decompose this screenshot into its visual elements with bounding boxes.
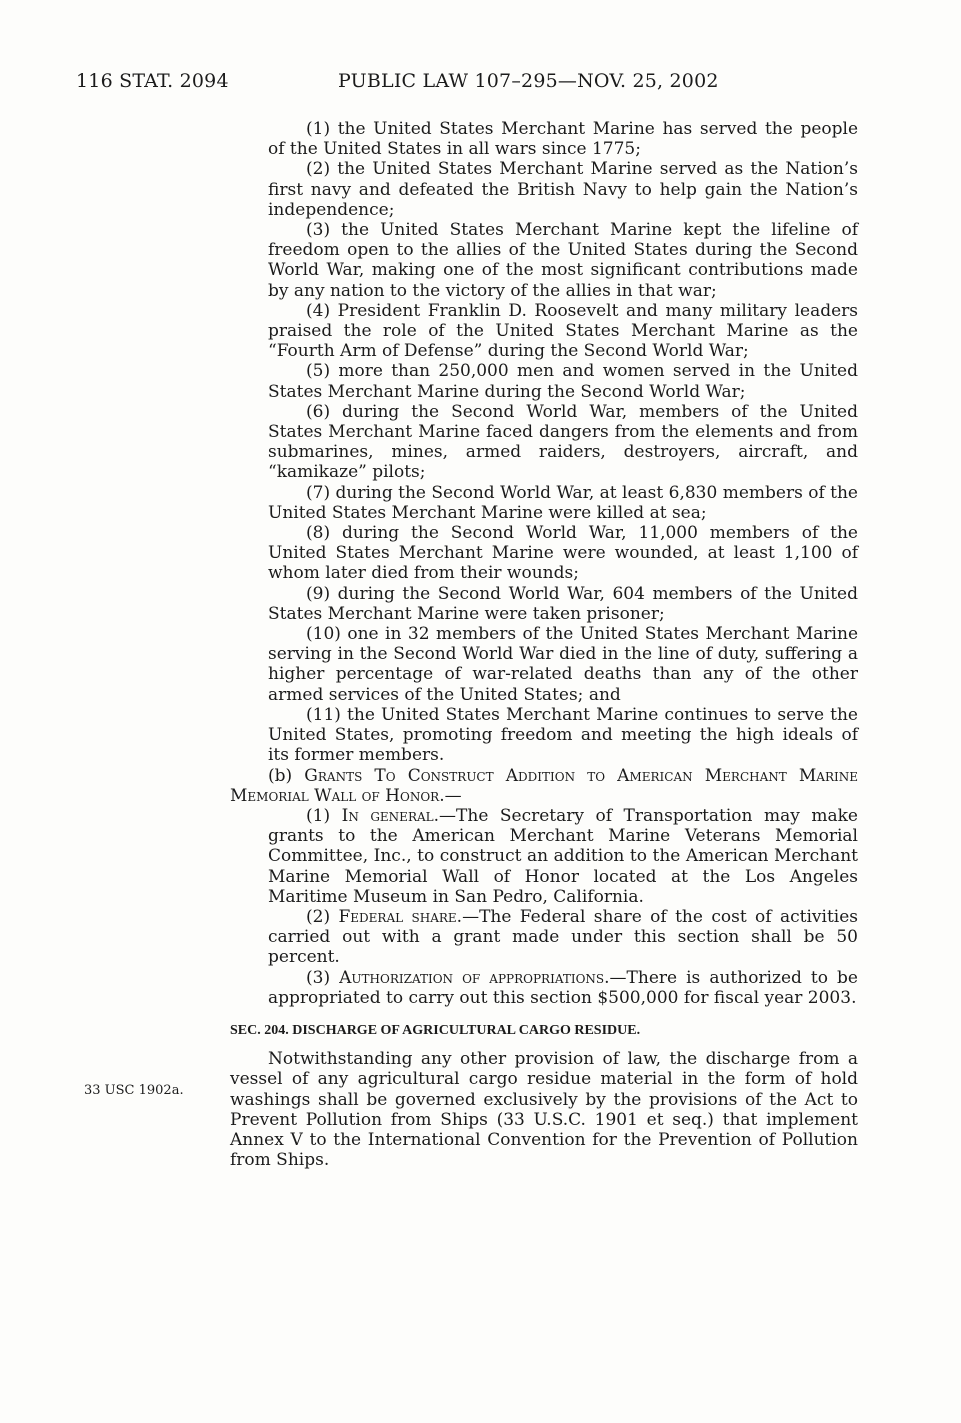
usc-margin-note: 33 USC 1902a.: [84, 1083, 184, 1098]
paragraph-heading: In general.: [341, 805, 440, 826]
running-head: [76, 70, 756, 92]
finding-1: (1) the United States Merchant Marine has served the people of the United States in all wars since 1775;: [268, 119, 858, 160]
section-204-heading: SEC. 204. DISCHARGE OF AGRICULTURAL CARGO RESIDUE.: [230, 1022, 641, 1038]
paragraph-text: —The Federal share of the cost of activities carried out with a grant made under this section shall be 50 percent.: [268, 906, 859, 968]
stat-page-number: 116 STAT. 2094: [76, 70, 229, 92]
paragraph-number: (2): [306, 906, 331, 927]
finding-5: (5) more than 250,000 men and women served in the United States Merchant Marine during the Second World War;: [268, 361, 858, 402]
paragraph-number: (1): [306, 805, 331, 826]
finding-3: (3) the United States Merchant Marine kept the lifeline of freedom open to the allies of the United States during the Second World War, making one of the most significant contributions made by any nation to the victory of the allies in that war;: [268, 220, 858, 301]
paragraph-heading: Federal share.: [338, 906, 463, 927]
subsection-b-title: Grants To Construct Addition to American Merchant Marine Memorial Wall of Honor.: [230, 765, 858, 806]
grant-paragraph-1: [268, 806, 858, 907]
finding-7: (7) during the Second World War, at least 6,830 members of the United States Merchant Marine were killed at sea;: [268, 482, 858, 523]
grant-paragraph-2: [268, 907, 858, 968]
subsection-b-heading: [230, 766, 858, 806]
finding-9: (9) during the Second World War, 604 members of the United States Merchant Marine were taken prisoner;: [268, 583, 858, 624]
finding-10: (10) one in 32 members of the United States Merchant Marine serving in the Second World War died in the line of duty, suffering a higher percentage of war-related deaths than any of the other armed services of the United States; and: [268, 624, 858, 705]
subsection-b-label: (b): [268, 765, 293, 786]
finding-4: (4) President Franklin D. Roosevelt and many military leaders praised the role of the United States Merchant Marine as the “Fourth Arm of Defense” during the Second World War;: [268, 300, 858, 362]
finding-6: (6) during the Second World War, members of the United States Merchant Marine faced dangers from the elements and from submarines, mines, armed raiders, destroyers, aircraft, and “kamikaze” pilots;: [268, 401, 858, 483]
paragraph-number: (3): [306, 967, 331, 988]
law-body: [230, 119, 858, 1170]
finding-2: (2) the United States Merchant Marine served as the Nation’s first navy and defeated the British Navy to help gain the Nation’s independence;: [268, 159, 858, 220]
paragraph-text: —The Secretary of Transportation may make grants to the American Merchant Marine Veterans Memorial Committee, Inc., to construct an addition to the American Merchant Marine Memorial Wall of Honor located at the Los Angeles Maritime Museum in San Pedro, California.: [268, 805, 858, 907]
finding-11: (11) the United States Merchant Marine continues to serve the United States, promoting freedom and meeting the high ideals of its former members.: [268, 704, 858, 766]
public-law-title: PUBLIC LAW 107–295—NOV. 25, 2002: [338, 70, 719, 92]
section-204-text: Notwithstanding any other provision of law, the discharge from a vessel of any agricultural cargo residue material in the form of hold washings shall be governed exclusively by the provisions of the Act to Prevent Pollution from Ships (33 U.S.C. 1901 et seq.) that implement Annex V to the International Convention for the Prevention of Pollution from Ships.: [230, 1049, 858, 1171]
subsection-b-dash: —: [444, 785, 462, 806]
grant-paragraph-3: [268, 968, 858, 1008]
paragraph-text: —There is authorized to be appropriated to carry out this section $500,000 for fiscal year 2003.: [268, 967, 858, 1008]
finding-8: (8) during the Second World War, 11,000 members of the United States Merchant Marine were wounded, at least 1,100 of whom later died from their wounds;: [268, 523, 858, 584]
paragraph-heading: Authorization of appropriations.: [339, 967, 610, 988]
